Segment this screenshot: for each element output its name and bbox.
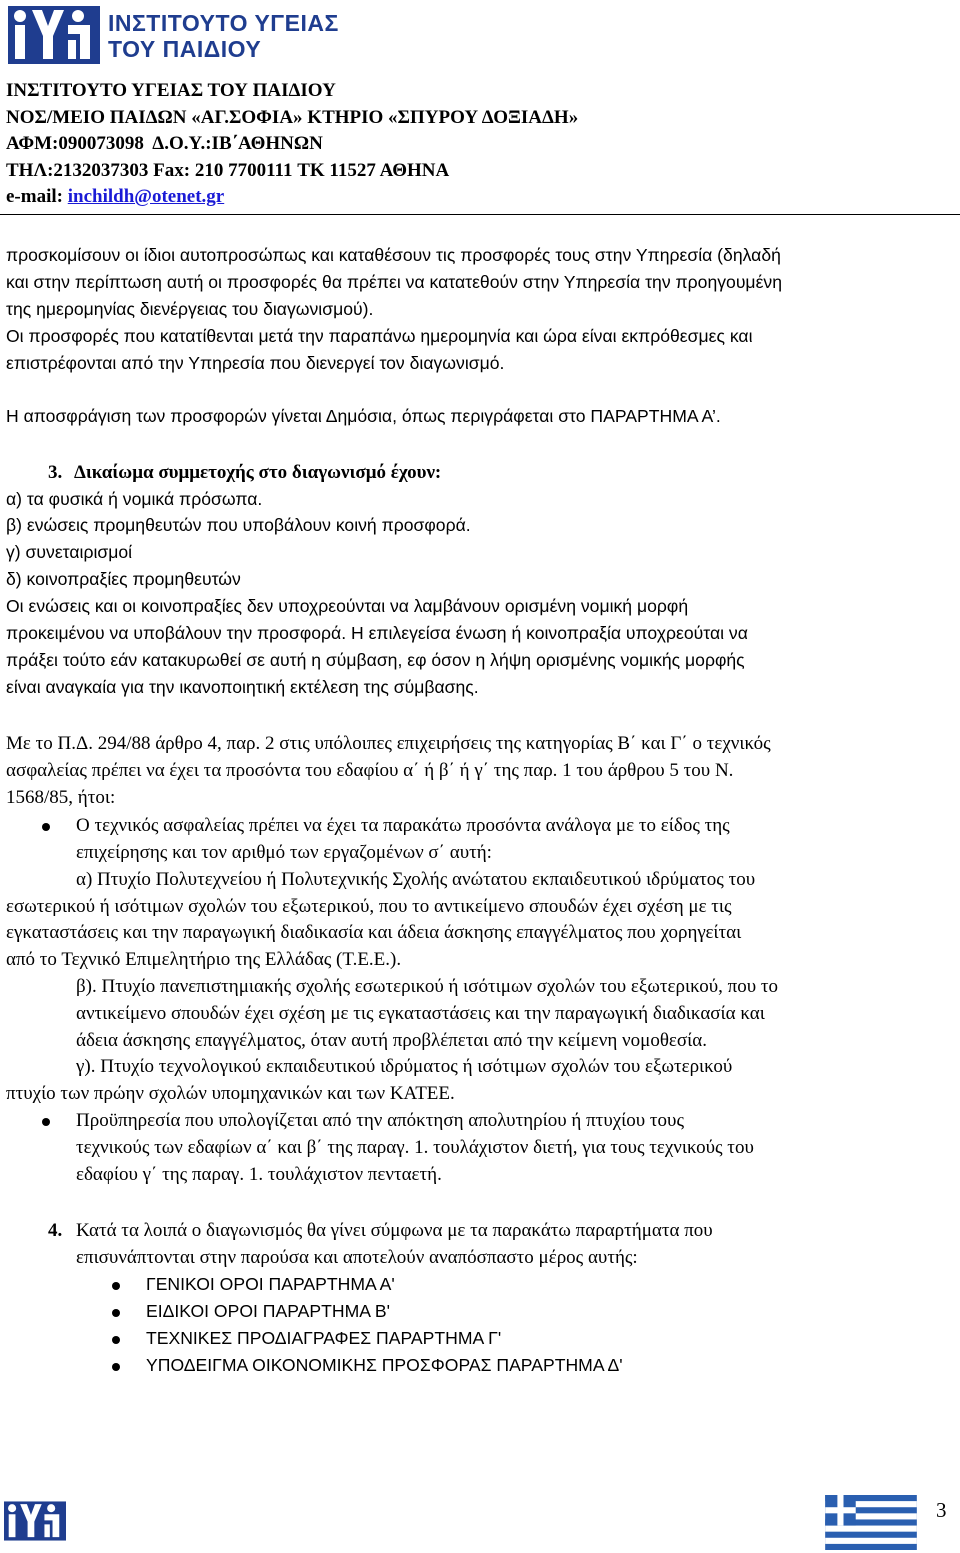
qual-c-line-1: γ). Πτυχίο τεχνολογικού εκπαιδευτικού ιδρύματος ή ισότιμων σχολών του εξωτερικού — [76, 1056, 733, 1077]
section4-number: 4. — [48, 1220, 63, 1241]
intro-line-6: Η αποσφράγιση των προσφορών γίνεται Δημόσια, όπως περιγράφεται στο ΠΑΡΑΡΤΗΜΑ Α’. — [6, 406, 721, 426]
section3-number: 3. — [48, 462, 63, 483]
section4-line-2: επισυνάπτονται στην παρούσα και αποτελούν αναπόσπαστο μέρος αυτής: — [76, 1247, 638, 1268]
qual-b-line-3: άδεια άσκησης επαγγέλματος, όταν αυτή προβλέπεται από την κείμενη νομοθεσία. — [76, 1030, 707, 1051]
intro-line-5: επιστρέφονται από την Υπηρεσία που διενεργεί τον διαγωνισμό. — [6, 353, 505, 373]
intro-line-2: και στην περίπτωση αυτή οι προσφορές θα πρέπει να κατατεθούν στην Υπηρεσία την προηγουμένη — [6, 272, 782, 292]
email-line — [6, 184, 578, 211]
bullet-icon — [112, 1336, 120, 1344]
pd-bullet2-line-2: τεχνικούς των εδαφίων α΄ και β΄ της παραγ. 1. τουλάχιστον διετή, για τους τεχνικούς του — [76, 1137, 754, 1158]
annex-item: ΤΕΧΝΙΚΕΣ ΠΡΟΔΙΑΓΡΑΦΕΣ ΠΑΡΑΡΤΗΜΑ Γ' — [146, 1328, 502, 1348]
page-number: 3 — [936, 1498, 947, 1522]
section3-item-b: β) ενώσεις προμηθευτών που υποβάλουν κοινή προσφορά. — [6, 515, 471, 535]
section3-item-a: α) τα φυσικά ή νομικά πρόσωπα. — [6, 489, 263, 509]
org-name: ΙΝΣΤΙΤΟΥΤΟ ΥΓΕΙΑΣ ΤΟΥ ΠΑΙΔΙΟΥ — [6, 80, 336, 101]
pd-line-1: Με το Π.Δ. 294/88 άρθρο 4, παρ. 2 στις υπόλοιπες επιχειρήσεις της κατηγορίας Β΄ και Γ΄ ο τεχνικός — [6, 733, 771, 754]
section3-item-c: γ) συνεταιρισμοί — [6, 542, 133, 562]
section3-para-3: πράξει τούτο εάν κατακυρωθεί σε αυτή η σύμβαση, εφ όσον η λήψη ορισμένης νομικής μορφής — [6, 650, 745, 670]
logo-text-line2: ΤΟΥ ΠΑΙΔΙΟΥ — [108, 36, 262, 62]
bullet-icon — [112, 1309, 120, 1317]
letterhead — [6, 78, 578, 211]
qual-a-line-1: α) Πτυχίο Πολυτεχνείου ή Πολυτεχνικής Σχολής ανώτατου εκπαιδευτικού ιδρύματος του — [76, 869, 756, 890]
section3-title: Δικαίωμα συμμετοχής στο διαγωνισμό έχουν: — [74, 462, 442, 483]
annex-item: ΥΠΟΔΕΙΓΜΑ ΟΙΚΟΝΟΜΙΚΗΣ ΠΡΟΣΦΟΡΑΣ ΠΑΡΑΡΤΗΜΑ Δ' — [146, 1355, 623, 1375]
pd-bullet2-line-3: εδαφίου γ΄ της παραγ. 1. τουλάχιστον πενταετή. — [76, 1164, 442, 1185]
building-line: ΝΟΣ/ΜΕΙΟ ΠΑΙΔΩΝ «ΑΓ.ΣΟΦΙΑ» ΚΤΗΡΙΟ «ΣΠΥΡΟΥ ΔΟΞΙΑΔΗ» — [6, 106, 579, 128]
intro-line-1: προσκομίσουν οι ίδιοι αυτοπροσώπως και καταθέσουν τις προσφορές τους στην Υπηρεσία (δηλαδή — [6, 245, 781, 265]
institute-logo-icon — [4, 1495, 66, 1547]
pd-bullet2-line-1: Προϋπηρεσία που υπολογίζεται από την απόκτηση απολυτηρίου ή πτυχίου τους — [76, 1110, 684, 1131]
section3-para-4: είναι αναγκαία για την ικανοποιητική εκτέλεση της σύμβασης. — [6, 677, 479, 697]
pd-bullet1-line-2: επιχείρησης και τον αριθμό των εργαζομένων σ΄ αυτή: — [76, 842, 492, 863]
qual-b-line-2: αντικείμενο σπουδών έχει σχέση με τις εγκαταστάσεις και την παραγωγική διαδικασία και — [76, 1003, 765, 1024]
section3-para-1: Οι ενώσεις και οι κοινοπραξίες δεν υποχρεούνται να λαμβάνουν ορισμένη νομική μορφή — [6, 596, 689, 616]
pd-bullet1-line-1: Ο τεχνικός ασφαλείας πρέπει να έχει τα παρακάτω προσόντα ανάλογα με το είδος της — [76, 815, 730, 836]
bullet-icon — [112, 1363, 120, 1371]
qual-a-line-2: εσωτερικού ή ισότιμων σχολών του εξωτερικού, που το αντικείμενο σπουδών έχει σχέση με τις — [6, 896, 732, 917]
section4-line-1: Κατά τα λοιπά ο διαγωνισμός θα γίνει σύμφωνα με τα παρακάτω παραρτήματα που — [76, 1220, 713, 1241]
afm-line: ΑΦΜ:090073098 Δ.Ο.Υ.:ΙΒ΄ΑΘΗΝΩΝ — [6, 133, 323, 154]
logo-text — [108, 10, 339, 62]
institute-logo-icon — [8, 4, 100, 66]
annex-item: ΕΙΔΙΚΟΙ ΟΡΟΙ ΠΑΡΑΡΤΗΜΑ Β' — [146, 1301, 390, 1321]
header-divider — [0, 214, 960, 215]
email-label: e-mail: — [6, 186, 68, 207]
qual-a-line-4: από το Τεχνικό Επιμελητήριο της Ελλάδας (Τ.Ε.Ε.). — [6, 949, 402, 970]
qual-b-line-1: β). Πτυχίο πανεπιστημιακής σχολής εσωτερικού ή ισότιμων σχολών του εξωτερικού, που το — [76, 976, 779, 997]
pd-line-2: ασφαλείας πρέπει να έχει τα προσόντα του εδαφίου α΄ ή β΄ ή γ΄ της παρ. 1 του άρθρου 5 του Ν. — [6, 760, 734, 781]
email-link[interactable]: inchildh@otenet.gr — [67, 186, 225, 207]
bullet-icon — [42, 823, 50, 831]
bullet-icon — [112, 1282, 120, 1290]
intro-line-4: Οι προσφορές που κατατίθενται μετά την παραπάνω ημερομηνία και ώρα είναι εκπρόθεσμες και — [6, 326, 753, 346]
logo-text-line1: ΙΝΣΤΙΤΟΥΤΟ ΥΓΕΙΑΣ — [108, 10, 339, 36]
bullet-icon — [42, 1118, 50, 1126]
qual-c-line-2: πτυχίο των πρώην σχολών υπομηχανικών και των ΚΑΤΕΕ. — [6, 1083, 455, 1104]
greek-flag-icon — [825, 1495, 917, 1550]
intro-line-3: της ημερομηνίας διενέργειας του διαγωνισμού). — [6, 299, 374, 319]
contact-line: ΤΗΛ:2132037303 Fax: 210 7700111 ΤΚ 11527 ΑΘΗΝΑ — [6, 159, 450, 181]
section3-item-d: δ) κοινοπραξίες προμηθευτών — [6, 569, 241, 589]
annex-item: ΓΕΝΙΚΟΙ ΟΡΟΙ ΠΑΡΑΡΤΗΜΑ Α' — [146, 1274, 395, 1294]
section3-para-2: προκειμένου να υποβάλουν την προσφορά. Η επιλεγείσα ένωση ή κοινοπραξία υποχρεούται να — [6, 623, 748, 643]
qual-a-line-3: εγκαταστάσεις και την παραγωγική διαδικασία και άδεια άσκησης επαγγέλματος που χορηγείται — [6, 922, 742, 943]
pd-line-3: 1568/85, ήτοι: — [6, 787, 116, 808]
